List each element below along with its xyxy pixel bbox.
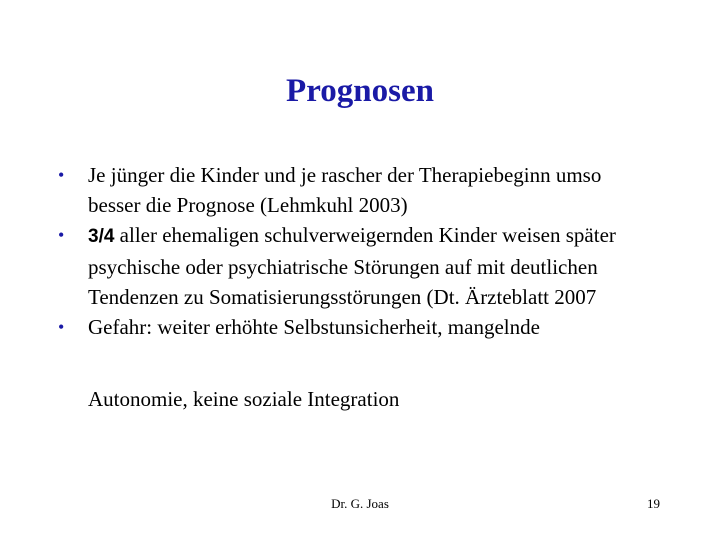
bullet-list [58, 160, 658, 342]
bullet-marker: • [58, 225, 65, 245]
bullet-marker: • [58, 317, 65, 337]
page-number: 19 [647, 496, 660, 511]
footer-author: Dr. G. Joas [331, 496, 389, 511]
bullet-item [58, 160, 658, 220]
bullet-continuation-text: Autonomie, keine soziale Integration [88, 387, 400, 411]
bullet-item [58, 220, 658, 312]
bullet-bold-prefix: 3/4 [88, 226, 115, 247]
bullet-text: Gefahr: weiter erhöhte Selbstunsicherheit, mangelnde [88, 315, 540, 339]
bullet-text: Je jünger die Kinder und je rascher der Therapiebeginn umso besser die Prognose (Lehmkuhl 2003) [88, 163, 602, 217]
bullet-item [58, 312, 658, 342]
bullet-marker: • [58, 165, 65, 185]
bullet-text: aller ehemaligen schulverweigernden Kinder weisen später psychische oder psychiatrische Störungen auf mit deutlichen Tendenzen zu Somatisierungsstörungen (Dt. Ärzteblatt 2007 [88, 223, 616, 309]
slide-title: Prognosen [286, 73, 434, 109]
